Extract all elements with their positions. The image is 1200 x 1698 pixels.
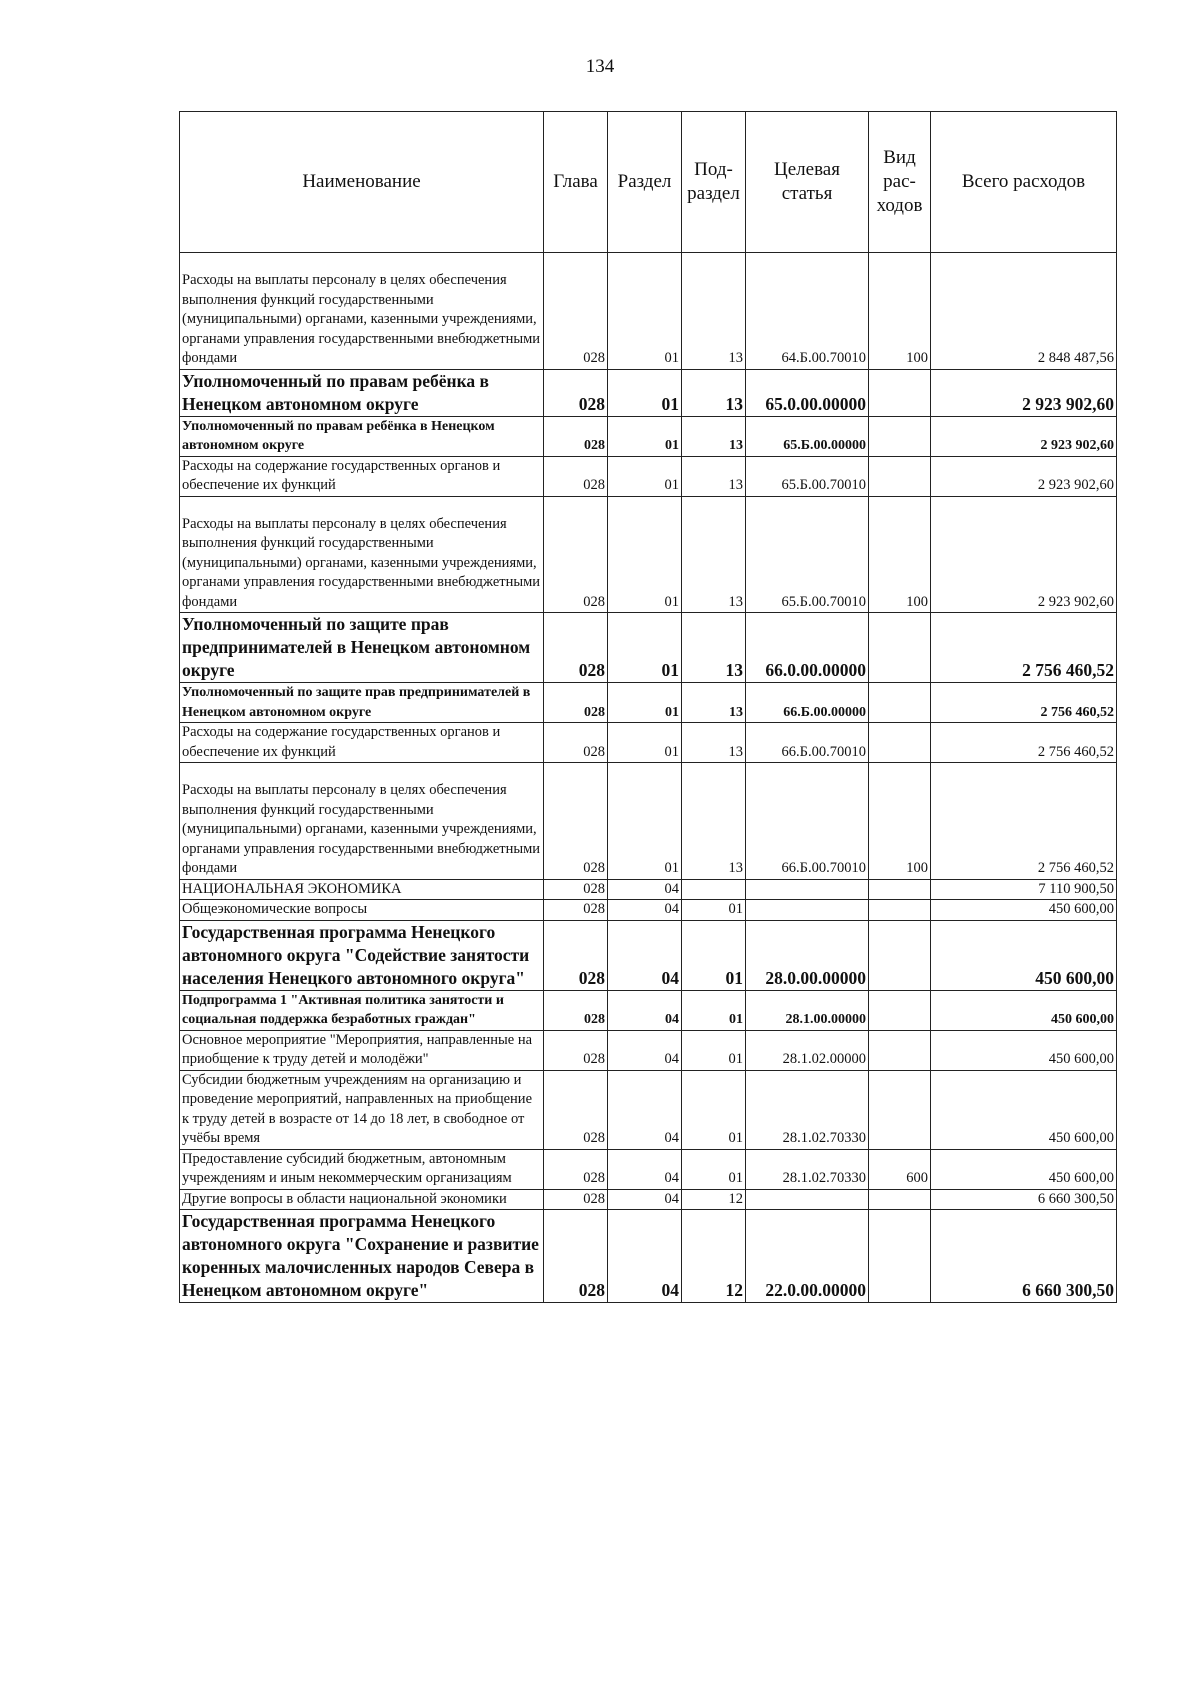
row-podrazdel: 13 [682,683,746,723]
row-podrazdel: 01 [682,900,746,921]
row-name: Предоставление субсидий бюджетным, автономным учреждениям и иным некоммерческим организациям [180,1149,544,1189]
row-celevaya: 22.0.00.00000 [746,1210,869,1303]
row-razdel: 04 [608,1149,682,1189]
row-celevaya: 64.Б.00.70010 [746,253,869,370]
row-podrazdel: 01 [682,1070,746,1149]
row-razdel: 04 [608,879,682,900]
row-glava: 028 [544,990,608,1030]
row-vid: 100 [869,496,931,613]
header-glava: Глава [544,112,608,253]
header-razdel: Раздел [608,112,682,253]
row-vid [869,613,931,683]
row-total: 450 600,00 [931,1149,1117,1189]
row-name: Расходы на выплаты персоналу в целях обеспечения выполнения функций государственными (муниципальными) органами, казенными учреждениями, органами управления государственными внебюджетными фондами [180,496,544,613]
row-razdel: 04 [608,990,682,1030]
table-row [180,723,1117,763]
row-vid [869,683,931,723]
row-celevaya: 65.Б.00.70010 [746,456,869,496]
row-glava: 028 [544,1149,608,1189]
row-razdel: 01 [608,456,682,496]
row-vid: 100 [869,763,931,880]
row-total: 2 923 902,60 [931,416,1117,456]
header-podrazdel: Под- раздел [682,112,746,253]
row-glava: 028 [544,1210,608,1303]
row-celevaya: 65.0.00.00000 [746,369,869,416]
row-name: Другие вопросы в области национальной экономики [180,1189,544,1210]
row-glava: 028 [544,416,608,456]
row-name: Расходы на содержание государственных органов и обеспечение их функций [180,723,544,763]
row-total: 450 600,00 [931,920,1117,990]
row-celevaya: 28.1.02.70330 [746,1070,869,1149]
row-glava: 028 [544,1030,608,1070]
table-row [180,253,1117,370]
table-row [180,369,1117,416]
row-vid [869,1189,931,1210]
header-name: Наименование [180,112,544,253]
row-glava: 028 [544,369,608,416]
row-celevaya: 28.1.02.70330 [746,1149,869,1189]
row-podrazdel: 13 [682,456,746,496]
row-razdel: 04 [608,920,682,990]
budget-table [179,111,1117,1303]
row-celevaya: 66.Б.00.70010 [746,763,869,880]
row-total: 2 756 460,52 [931,723,1117,763]
row-total: 2 756 460,52 [931,683,1117,723]
row-podrazdel: 13 [682,723,746,763]
row-total: 6 660 300,50 [931,1189,1117,1210]
row-razdel: 01 [608,496,682,613]
row-vid [869,456,931,496]
row-celevaya: 65.Б.00.70010 [746,496,869,613]
table-row [180,456,1117,496]
row-name: Основное мероприятие "Мероприятия, направленные на приобщение к труду детей и молодёжи" [180,1030,544,1070]
row-celevaya: 66.Б.00.70010 [746,723,869,763]
row-razdel: 04 [608,1070,682,1149]
row-podrazdel: 13 [682,416,746,456]
row-celevaya: 65.Б.00.00000 [746,416,869,456]
table-row [180,900,1117,921]
header-vid: Вид рас- ходов [869,112,931,253]
row-vid: 100 [869,253,931,370]
row-glava: 028 [544,1070,608,1149]
row-razdel: 04 [608,900,682,921]
row-vid [869,369,931,416]
row-glava: 028 [544,496,608,613]
row-total: 2 756 460,52 [931,613,1117,683]
row-vid [869,416,931,456]
row-vid: 600 [869,1149,931,1189]
row-podrazdel: 01 [682,1149,746,1189]
row-name: НАЦИОНАЛЬНАЯ ЭКОНОМИКА [180,879,544,900]
row-podrazdel: 01 [682,920,746,990]
row-total: 2 848 487,56 [931,253,1117,370]
row-razdel: 01 [608,683,682,723]
row-podrazdel: 13 [682,496,746,613]
row-total: 2 923 902,60 [931,496,1117,613]
row-glava: 028 [544,456,608,496]
row-glava: 028 [544,900,608,921]
row-vid [869,920,931,990]
row-glava: 028 [544,763,608,880]
row-podrazdel: 01 [682,1030,746,1070]
row-razdel: 04 [608,1210,682,1303]
row-total: 7 110 900,50 [931,879,1117,900]
table-row [180,613,1117,683]
row-podrazdel: 13 [682,613,746,683]
row-celevaya: 66.0.00.00000 [746,613,869,683]
row-vid [869,990,931,1030]
row-razdel: 01 [608,763,682,880]
row-celevaya [746,879,869,900]
row-vid [869,900,931,921]
row-razdel: 01 [608,416,682,456]
row-glava: 028 [544,613,608,683]
row-podrazdel: 12 [682,1210,746,1303]
page-number: 134 [585,56,615,77]
row-name: Уполномоченный по защите прав предпринимателей в Ненецком автономном округе [180,683,544,723]
table-row [180,683,1117,723]
row-total: 6 660 300,50 [931,1210,1117,1303]
row-podrazdel: 13 [682,369,746,416]
table-row [180,920,1117,990]
row-vid [869,1070,931,1149]
row-razdel: 01 [608,723,682,763]
row-vid [869,1210,931,1303]
row-podrazdel: 13 [682,253,746,370]
table-row [180,1149,1117,1189]
row-glava: 028 [544,723,608,763]
table-header-row [180,112,1117,253]
row-total: 2 756 460,52 [931,763,1117,880]
row-total: 2 923 902,60 [931,369,1117,416]
row-name: Расходы на содержание государственных органов и обеспечение их функций [180,456,544,496]
row-name: Уполномоченный по защите прав предпринимателей в Ненецком автономном округе [180,613,544,683]
row-total: 450 600,00 [931,900,1117,921]
row-glava: 028 [544,253,608,370]
table-row [180,1070,1117,1149]
table-row [180,763,1117,880]
row-name: Государственная программа Ненецкого автономного округа "Сохранение и развитие коренных малочисленных народов Севера в Ненецком автономном округе" [180,1210,544,1303]
row-name: Уполномоченный по правам ребёнка в Ненецком автономном округе [180,416,544,456]
row-name: Уполномоченный по правам ребёнка в Ненецком автономном округе [180,369,544,416]
row-podrazdel: 01 [682,990,746,1030]
row-total: 450 600,00 [931,1070,1117,1149]
row-podrazdel [682,879,746,900]
header-total: Всего расходов [931,112,1117,253]
row-celevaya [746,1189,869,1210]
table-row [180,1189,1117,1210]
header-celevaya: Целевая статья [746,112,869,253]
row-total: 450 600,00 [931,990,1117,1030]
table-row [180,416,1117,456]
row-razdel: 01 [608,613,682,683]
row-celevaya: 66.Б.00.00000 [746,683,869,723]
row-podrazdel: 13 [682,763,746,880]
row-name: Подпрограмма 1 "Активная политика занятости и социальная поддержка безработных граждан" [180,990,544,1030]
table-row [180,496,1117,613]
row-name: Общеэкономические вопросы [180,900,544,921]
row-total: 2 923 902,60 [931,456,1117,496]
row-celevaya: 28.1.02.00000 [746,1030,869,1070]
row-razdel: 01 [608,369,682,416]
row-total: 450 600,00 [931,1030,1117,1070]
row-glava: 028 [544,683,608,723]
row-vid [869,879,931,900]
table-row [180,879,1117,900]
row-razdel: 01 [608,253,682,370]
row-vid [869,1030,931,1070]
table-row [180,990,1117,1030]
row-celevaya: 28.0.00.00000 [746,920,869,990]
row-glava: 028 [544,920,608,990]
table-row [180,1210,1117,1303]
row-celevaya [746,900,869,921]
row-podrazdel: 12 [682,1189,746,1210]
table-row [180,1030,1117,1070]
row-glava: 028 [544,1189,608,1210]
row-celevaya: 28.1.00.00000 [746,990,869,1030]
row-glava: 028 [544,879,608,900]
row-razdel: 04 [608,1030,682,1070]
row-razdel: 04 [608,1189,682,1210]
row-name: Расходы на выплаты персоналу в целях обеспечения выполнения функций государственными (муниципальными) органами, казенными учреждениями, органами управления государственными внебюджетными фондами [180,253,544,370]
row-name: Субсидии бюджетным учреждениям на организацию и проведение мероприятий, направленных на приобщение к труду детей в возрасте от 14 до 18 лет, в свободное от учёбы время [180,1070,544,1149]
row-vid [869,723,931,763]
row-name: Расходы на выплаты персоналу в целях обеспечения выполнения функций государственными (муниципальными) органами, казенными учреждениями, органами управления государственными внебюджетными фондами [180,763,544,880]
row-name: Государственная программа Ненецкого автономного округа "Содействие занятости населения Ненецкого автономного округа" [180,920,544,990]
